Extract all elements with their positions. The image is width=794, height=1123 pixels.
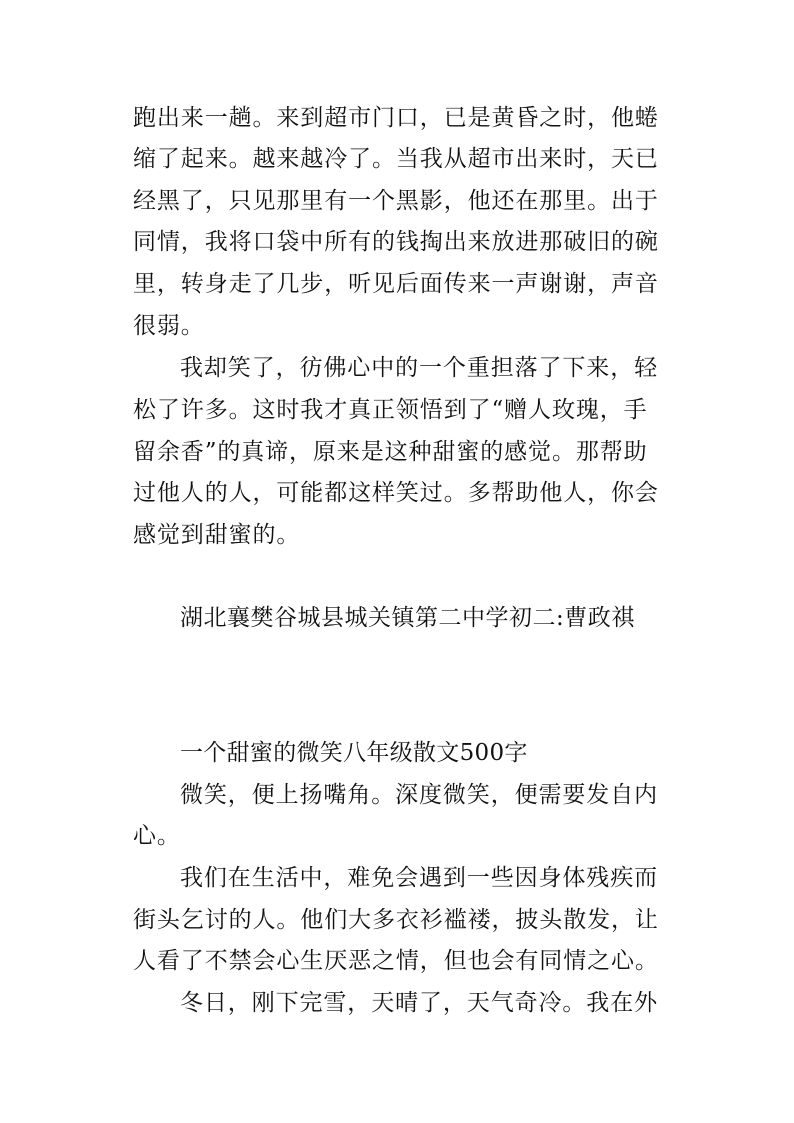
paragraph-line: 经黑了，只见那里有一个黑影，他还在那里。出于 <box>133 188 659 214</box>
paragraph-line: 感觉到甜蜜的。 <box>133 522 301 548</box>
paragraph-line: 缩了起来。越来越冷了。当我从超市出来时，天已 <box>133 146 659 172</box>
paragraph-line: 心。 <box>133 823 181 849</box>
author-signature: 湖北襄樊谷城县城关镇第二中学初二:曹政祺 <box>180 605 635 631</box>
paragraph-line: 过他人的人，可能都这样笑过。多帮助他人，你会 <box>133 480 659 506</box>
paragraph-line: 留余香”的真谛，原来是这种甜蜜的感觉。那帮助 <box>133 439 648 465</box>
article-title: 一个甜蜜的微笑八年级散文500字 <box>180 740 528 766</box>
paragraph-line: 松了许多。这时我才真正领悟到了“赠人玫瑰，手 <box>133 397 648 423</box>
paragraph-line: 街头乞讨的人。他们大多衣衫褴褛，披头散发，让 <box>133 907 659 933</box>
paragraph-line: 跑出来一趟。来到超市门口，已是黄昏之时，他蜷 <box>133 105 659 131</box>
paragraph-line: 我却笑了，彷佛心中的一个重担落了下来，轻 <box>180 355 658 381</box>
paragraph-line: 冬日，刚下完雪，天晴了，天气奇冷。我在外 <box>180 990 658 1016</box>
paragraph-line: 里，转身走了几步，听见后面传来一声谢谢，声音 <box>133 271 659 297</box>
paragraph-line: 很弱。 <box>133 313 205 339</box>
paragraph-line: 同情，我将口袋中所有的钱掏出来放进那破旧的碗 <box>133 229 659 255</box>
paragraph-line: 人看了不禁会心生厌恶之情，但也会有同情之心。 <box>133 948 659 974</box>
paragraph-line: 微笑，便上扬嘴角。深度微笑，便需要发自内 <box>180 782 658 808</box>
paragraph-line: 我们在生活中，难免会遇到一些因身体残疾而 <box>180 865 658 891</box>
